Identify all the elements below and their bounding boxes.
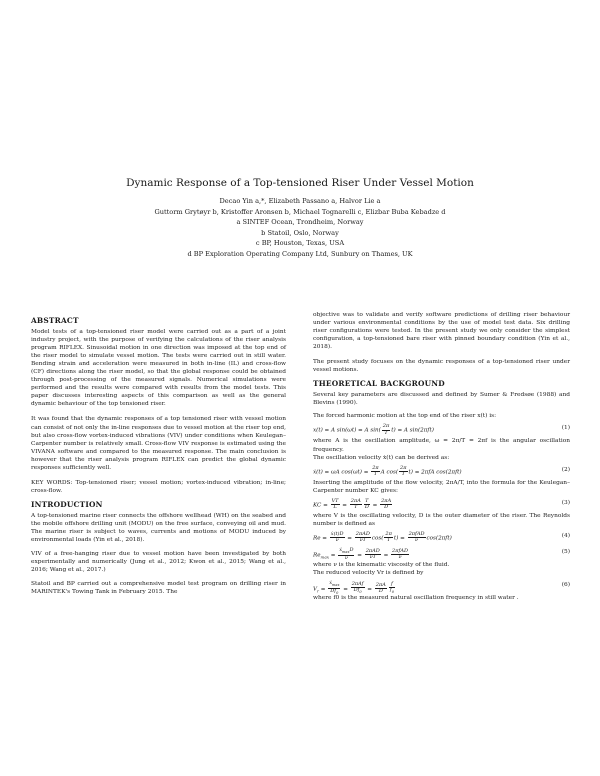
equation-4-number: (4) (561, 532, 570, 539)
reduced-velocity-text: The reduced velocity Vr is defined by (313, 569, 424, 576)
intro-paragraph-3: Statoil and BP carried out a comprehensive model test program on drilling riser in MARINTEK's Towing Tank in February 2015. The (31, 581, 286, 596)
equation-1-number: (1) (561, 425, 570, 432)
equation-2 (313, 463, 570, 478)
keywords: KEY WORDS: Top-tensioned riser; vessel motion; vortex-induced vibration; in-line; cross-flow. (31, 479, 286, 494)
affiliation-b: b Statoil, Oslo, Norway (261, 228, 339, 237)
equation-6 (313, 578, 570, 596)
affiliation-a: a SINTEF Ocean, Trondheim, Norway (236, 218, 364, 227)
kc-intro-text: Inserting the amplitude of the flow velocity, 2πA/T, into the formula for the Keulegan–Carpenter number KC gives: (313, 479, 570, 494)
abstract-paragraph-2: It was found that the dynamic responses of a top tensioned riser with vessel motion can consist of not only the in-line responses due to vessel motion at the riser top end, but also cross-flow vortex-induced vibrations (VIV) under conditions when Keulegan–Carpenter number is relatively small. Cross-flow VIV response is estimated using the VIVANA software and compared to the measured response. The main conclusion is however that the riser analysis program RIFLEX can predict the global dynamic responses sufficiently well. (31, 416, 286, 471)
velocity-text: The oscillation velocity ẋ(t) can be derived as: (313, 454, 450, 461)
right-column (313, 311, 570, 602)
author-block (0, 196, 600, 260)
equation-4 (313, 529, 570, 544)
author-names-line-2: Guttorm Grytøyr b, Kristoffer Aronsen b, Michael Tognarelli c, Elizbar Buba Kebadze d (154, 207, 446, 216)
equation-5-expression: $Re_{max}$ = $\frac{ẋ_{max}D}{\nu}$ = $\frac{\text{2πAD}}{\nu T}$ = $\frac{\text{2πfAD}}{\nu}$ (313, 546, 408, 562)
theory-heading: THEORETICAL BACKGROUND (313, 379, 445, 389)
focus-paragraph: The present study focuses on the dynamic responses of a top-tensioned riser under vessel motions. (313, 359, 570, 374)
viscosity-definition: where ν is the kinematic viscosity of the fluid. (313, 561, 450, 568)
objective-paragraph: objective was to validate and verify software predictions of drilling riser behaviour under various environmental conditions by the use of model test data. Six drilling riser configurations were tested. In the present study we only consider the simplest configuration, a top-tensioned bare riser with pinned boundary condition (Yin et al., 2018). (313, 312, 570, 351)
equation-5-number: (5) (561, 548, 570, 555)
abstract-paragraph-1: Model tests of a top-tensioned riser model were carried out as a part of a joint industry project, with the purpose of verifying the calculations of the riser analysis program RIFLEX. Sinusoidal motion in one direction was imposed at the top end of the riser model to simulate vessel motion. The tests were carried out in still water. Bending strain and acceleration were measured in both in-line (IL) and cross-flow (CF) directions along the riser model, so that the global response could be obtained through post-processing of the measured signals. Numerical simulations were performed and the results were compared with results from the model tests. This paper discusses interesting aspects of this comparison as well as the general dynamic behaviour of the top tensioned riser. (31, 329, 286, 408)
equation-3 (313, 496, 570, 511)
equation-5 (313, 545, 570, 560)
affiliation-c: c BP, Houston, Texas, USA (255, 239, 345, 248)
equation-2-number: (2) (561, 466, 570, 473)
left-column (31, 316, 286, 596)
introduction-heading: INTRODUCTION (31, 499, 103, 509)
harmonic-motion-text: The forced harmonic motion at the top end of the riser x(t) is: (313, 413, 497, 420)
amplitude-definition: where A is the oscillation amplitude, ω = 2π/T = 2πf is the angular oscillation frequency. (313, 438, 570, 453)
equation-6-expression: $V_r$ = $\frac{ẋ_{max}}{Df_0}$ = $\frac{\text{2πAf}}{Df_0}$ = $\frac{2\pi A}{D}$ $\frac{f}{f_0}$ (313, 579, 394, 596)
parameters-paragraph: Several key parameters are discussed and defined by Sumer & Fredsøe (1988) and Blevins (1990). (313, 392, 570, 407)
equation-1-expression: x(t) = A sin(ωt) = A sin( $\frac{2\pi}{T}$ t) = A sin(2πft) (313, 423, 434, 436)
equation-2-expression: ẋ(t) = ωA cos(ωt) = $\frac{2\pi}{T}$ A cos( $\frac{2\pi}{T}$ t) = 2πfA cos(2πft) (313, 464, 462, 478)
paper-title: Dynamic Response of a Top-tensioned Riser Under Vessel Motion (126, 177, 474, 189)
equation-3-number: (3) (561, 499, 570, 506)
natural-frequency-definition: where f0 is the measured natural oscillation frequency in still water . (313, 594, 519, 601)
equation-1 (313, 421, 570, 436)
equation-4-expression: Re = $\frac{\text{ẋ(t)D}}{\nu}$ = $\frac{\text{2πAD}}{\nu T}$ cos( $\frac{2\pi}{T}$ t) = $\frac{\text{2πfAD}}{\nu}$ cos(2πft) (313, 530, 452, 544)
intro-paragraph-1: A top-tensioned marine riser connects the offshore wellhead (WH) on the seabed and the mobile offshore drilling unit (MODU) on the free surface, conveying oil and mud. The marine riser is subject to waves, currents and motions of MODU induced by environmental loads (Yin et al., 2018). (31, 512, 286, 544)
equation-3-expression: KC = $\frac{VT}{L}$ = $\frac{2\pi A}{T}$ $\frac{T}{D}$ = $\frac{2\pi A}{D}$ (313, 497, 392, 511)
equation-6-number: (6) (561, 581, 570, 588)
abstract-heading: ABSTRACT (31, 316, 79, 325)
intro-paragraph-2: VIV of a free-hanging riser due to vessel motion have been investigated by both experimentally and numerically (Jung et al., 2012; Kwon et al., 2015; Wang et al., 2016; Wang et al., 2017.) (31, 551, 286, 574)
author-names-line-1: Decao Yin a,*, Elizabeth Passano a, Halvor Lie a (219, 197, 381, 205)
reynolds-intro-text: where V is the oscillating velocity, D is the outer diameter of the riser. The Reynolds number is defined as (313, 512, 570, 527)
affiliation-d: d BP Exploration Operating Company Ltd, Sunbury on Thames, UK (187, 249, 413, 258)
